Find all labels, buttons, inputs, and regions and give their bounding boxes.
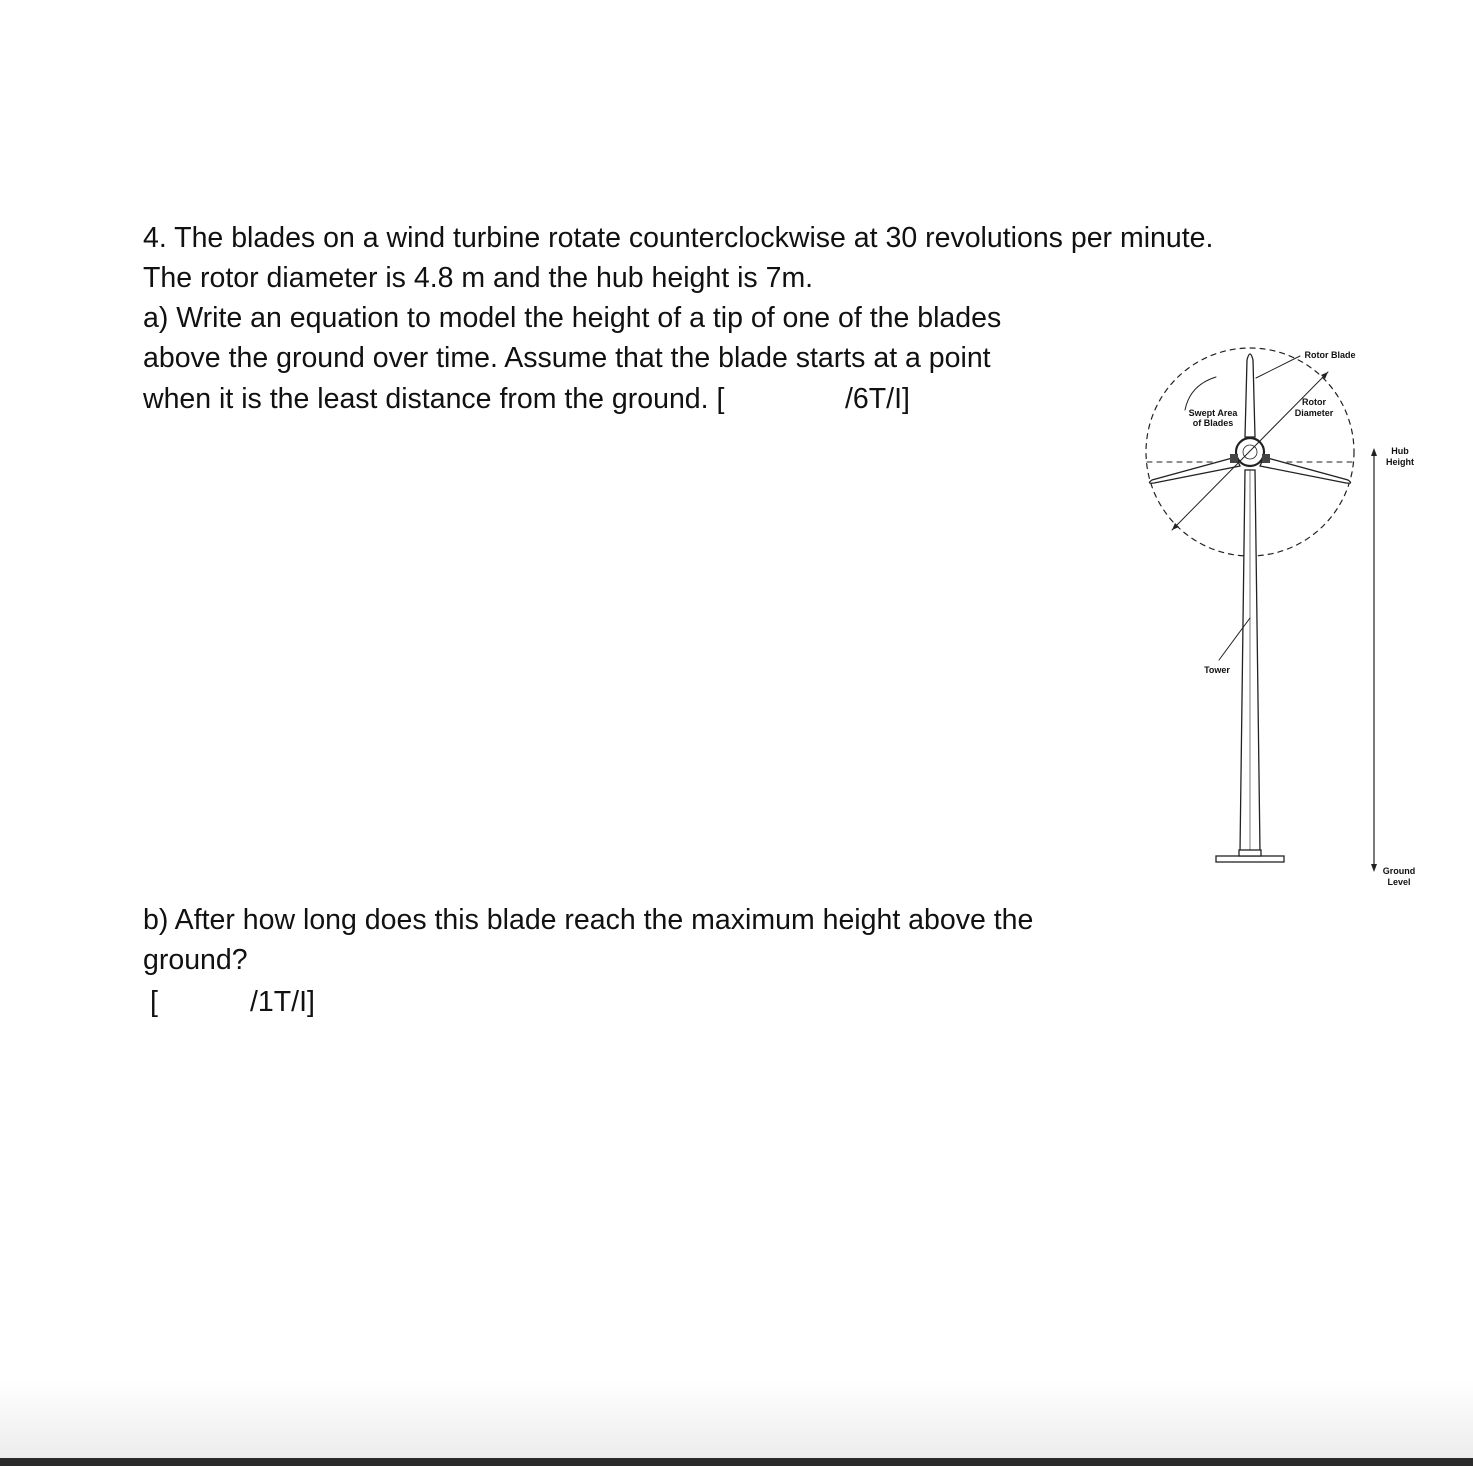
ground-level-label-2: Level — [1387, 877, 1411, 887]
hub-height-arrow-top — [1371, 448, 1377, 456]
intro-line-1: 4. The blades on a wind turbine rotate counterclockwise at 30 revolutions per minute. — [143, 222, 1214, 254]
part-b-bracket: [ — [150, 986, 158, 1018]
part-b-line-2: ground? — [143, 944, 248, 976]
right-blade-root — [1262, 454, 1270, 463]
swept-area-label-2: of Blades — [1192, 418, 1234, 428]
part-a-line-2: above the ground over time. Assume that the blade starts at a point — [143, 342, 991, 374]
rotor-blade-label: Rotor Blade — [1304, 350, 1356, 360]
swept-area-leader — [1185, 377, 1216, 410]
part-a-line-1: a) Write an equation to model the height of a tip of one of the blades — [143, 302, 1002, 334]
part-a-line-3: when it is the least distance from the ground. [ — [143, 383, 725, 415]
part-a-marks: /6T/I] — [845, 383, 910, 415]
hub-height-label-1: Hub — [1391, 446, 1409, 456]
rotor-diameter-label-2: Diameter — [1294, 408, 1334, 418]
rotor-blade-top — [1245, 354, 1255, 437]
bottom-shadow — [0, 1380, 1473, 1458]
rotor-blade-leader — [1256, 356, 1300, 378]
hub-height-label-2: Height — [1386, 457, 1414, 467]
left-blade-root — [1230, 454, 1238, 463]
rotor-diameter-label-1: Rotor — [1302, 397, 1326, 407]
hub-height-arrow-bottom — [1371, 864, 1377, 872]
hub — [1236, 438, 1264, 466]
wind-turbine-diagram — [1140, 340, 1440, 900]
part-b-line-1: b) After how long does this blade reach the maximum height above the — [143, 904, 1034, 936]
bottom-bar — [0, 1458, 1473, 1466]
part-b-marks: /1T/I] — [250, 986, 315, 1018]
ground-level-label-1: Ground — [1382, 866, 1416, 876]
swept-area-label-1: Swept Area — [1188, 408, 1238, 418]
tower-label: Tower — [1204, 665, 1230, 675]
rotor-blade-left — [1149, 457, 1240, 483]
tower-base — [1216, 856, 1284, 862]
intro-line-2: The rotor diameter is 4.8 m and the hub height is 7m. — [143, 262, 814, 294]
rotor-blade-right — [1260, 457, 1351, 483]
tower-base-block — [1239, 850, 1261, 856]
